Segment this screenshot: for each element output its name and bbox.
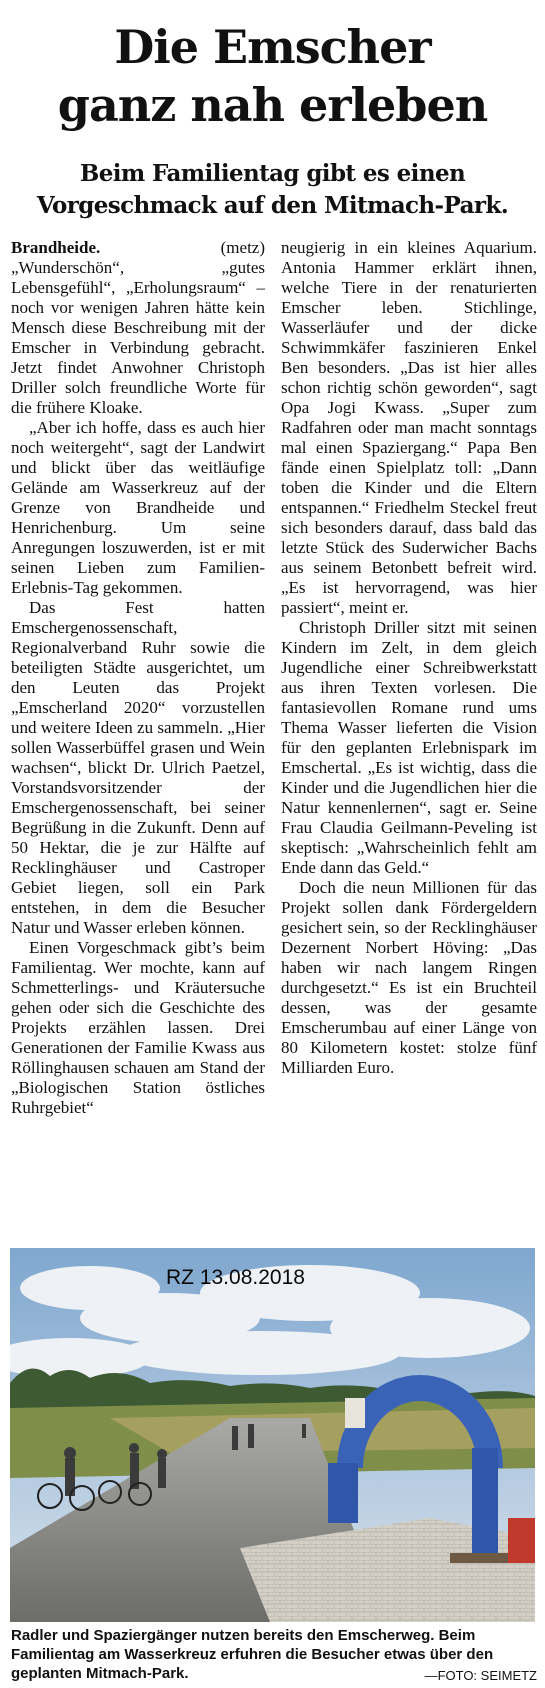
subhead-line-2: Vorgeschmack auf den Mitmach-Park.: [36, 192, 509, 219]
headline-line-2: ganz nah erleben: [57, 78, 488, 132]
headline: [0, 18, 545, 134]
photo-credit: —FOTO: SEIMETZ: [424, 1668, 537, 1683]
paragraph: neugierig in ein kleines Aquarium. Antonia Hammer erklärt ihnen, welche Tiere in der renaturierten Emscher leben. Stichlinge, Wasserläufer und der dicke Schwimmkäfer faszinieren Enkel Ben besonders. „Das ist hier alles schon richtig schön geworden“, sagt Opa Jogi Kwass. „Super zum Radfahren oder man macht sonntags mal einen Spaziergang.“ Papa Ben fände einen Spielplatz toll: „Dann toben die Kinder und die Eltern entspannen.“ Friedhelm Steckel freut sich besonders darauf, dass bald das letzte Stück des Suderwicher Bachs aus seinem Betonbett befreit wird. „Es ist hervorragend, was hier passiert“, meint er.: [281, 238, 537, 617]
date-stamp: RZ 13.08.2018: [166, 1266, 305, 1289]
article-column-left: [11, 238, 265, 1118]
photo-caption: Radler und Spaziergänger nutzen bereits den Emscherweg. Beim Familientag am Wasserkreuz erfuhren die Besucher etwas über den geplanten Mitmach-Park.: [11, 1627, 494, 1682]
paragraph: Das Fest hatten Emschergenossenschaft, Regionalverband Ruhr sowie die beteiligten Städte ausgerichtet, um den Leuten das Projekt „Emscherland 2020“ vorzustellen und weitere Ideen zu sammeln. „Hier sollen Wasserbüffel grasen und Wein wachsen“, blickt Dr. Ulrich Paetzel, Vorstandsvorsitzender der Emschergenossenschaft, bei seiner Begrüßung in die Zukunft. Denn auf 50 Hektar, die je zur Hälfte auf Recklinghäuser und Castroper Gebiet liegen, soll ein Park entstehen, in dem die Besucher Natur und Wasser erleben können.: [11, 598, 265, 937]
paragraph: [11, 238, 265, 418]
dateline: Brandheide.: [11, 238, 101, 257]
subhead-line-1: Beim Familientag gibt es einen: [79, 160, 466, 187]
paragraph: Einen Vorgeschmack gibt’s beim Familientag. Wer mochte, kann auf Schmetterlings- und Kräutersuche gehen oder sich die Geschichte des Projekts erzählen lassen. Drei Generationen der Familie Kwass aus Röllinghausen schauen am Stand der „Biologischen Station östliches Ruhrgebiet“: [11, 938, 265, 1117]
paragraph-text: (metz) „Wunderschön“, „gutes Lebensgefühl“, „Erholungsraum“ – noch vor wenigen Jahren hätte kein Mensch diese Beschreibung mit der Emscher in Verbindung gebracht. Jetzt findet Anwohner Christoph Driller solch freundliche Worte für die frühere Kloake.: [11, 238, 265, 417]
photo-illustration: [10, 1248, 535, 1622]
article-column-right: [281, 238, 537, 1078]
paragraph: Doch die neun Millionen für das Projekt sollen dank Fördergeldern gesichert sein, so der Recklinghäuser Dezernent Norbert Höving: „Das haben wir nach langem Ringen durchgesetzt.“ Es ist ein Bruchteil dessen, was der gesamte Emscherumbau auf einer Länge von 80 Kilometern kostet: stolze fünf Milliarden Euro.: [281, 878, 537, 1077]
subheadline: [0, 158, 545, 222]
headline-line-1: Die Emscher: [114, 20, 431, 74]
paragraph: „Aber ich hoffe, dass es auch hier noch weitergeht“, sagt der Landwirt und blickt über das weitläufige Gelände am Wasserkreuz auf der Grenze von Brandheide und Henrichenburg. Um seine Anregungen loszuwerden, ist er mit seinen Lieben zum Familien-Erlebnis-Tag gekommen.: [11, 418, 265, 597]
paragraph: Christoph Driller sitzt mit seinen Kindern im Zelt, in dem gleich Jugendliche einer Schreibwerkstatt aus ihren Texten vorlesen. Die fantasievollen Romane rund ums Thema Wasser lieferten die Vision für den geplanten Erlebnispark im Emschertal. „Es ist wichtig, dass die Kinder und die Jugendlichen hier die Natur kennenlernen“, sagt er. Seine Frau Claudia Geilmann-Peveling ist skeptisch: „Wahrscheinlich fehlt am Ende dann das Geld.“: [281, 618, 537, 877]
photo: [10, 1248, 535, 1622]
